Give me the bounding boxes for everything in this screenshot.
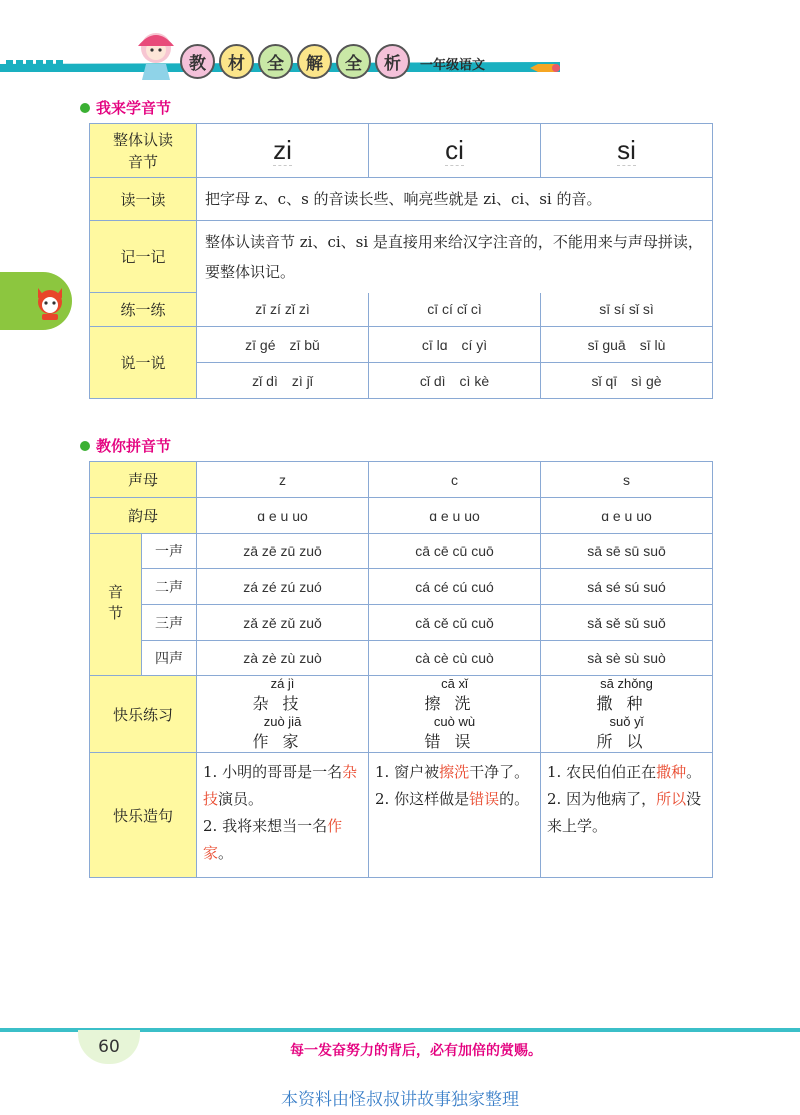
sentence-highlight: 杂技	[203, 763, 358, 808]
page-number: 60	[78, 1030, 140, 1064]
speak-cell: sī guā sī lù	[541, 327, 713, 363]
sentence-text: 2. 因为他病了，	[547, 790, 657, 808]
table-row	[90, 498, 713, 534]
practice-cell: zī zí zǐ zì	[197, 293, 369, 327]
table-row	[90, 293, 713, 327]
word-pinyin: zá jì	[270, 676, 295, 691]
syllable-zi: zi	[273, 135, 292, 165]
table-row	[90, 221, 713, 293]
section-title-learn	[80, 97, 171, 118]
syllable-cell: zá zé zú zuó	[197, 569, 369, 605]
word-pair	[425, 714, 485, 752]
row-label: 练一练	[90, 293, 197, 327]
syllable-cell	[369, 124, 541, 178]
sentence-highlight: 所以	[656, 790, 687, 808]
section-title-text: 教你拼音节	[96, 437, 172, 455]
final-cell: ɑ e u uo	[197, 498, 369, 534]
sentence-cell	[197, 753, 369, 878]
row-label: 读一读	[90, 178, 197, 221]
section-title-text: 我来学音节	[96, 99, 172, 117]
word-practice-cell	[369, 676, 541, 753]
table-row	[90, 641, 713, 676]
title-char: 教	[180, 44, 215, 79]
sentence-cell	[541, 753, 713, 878]
title-char: 全	[258, 44, 293, 79]
word-pinyin: cā xǐ	[441, 676, 468, 691]
word-pair	[597, 676, 657, 714]
initial-cell: s	[541, 462, 713, 498]
tone-label: 三声	[142, 605, 197, 641]
sentence-text: 1. 农民伯伯正在	[547, 763, 657, 781]
syllable-cell: zà zè zù zuò	[197, 641, 369, 676]
practice-cell: sī sí sǐ sì	[541, 293, 713, 327]
word-hanzi: 擦洗	[424, 694, 485, 713]
word-hanzi: 作家	[252, 732, 313, 751]
word-hanzi: 撒种	[596, 694, 657, 713]
title-char: 解	[297, 44, 332, 79]
table-row	[90, 178, 713, 221]
practice-cell: cī cí cǐ cì	[369, 293, 541, 327]
word-pinyin: zuò jiā	[263, 714, 302, 729]
row-label: 记一记	[90, 221, 197, 293]
row-label: 整体认读音节	[90, 124, 197, 178]
footer-motto: 每一发奋努力的背后，必有加倍的赏赐。	[290, 1043, 542, 1059]
table-row	[90, 753, 713, 878]
word-pinyin: sā zhǒng	[600, 676, 653, 691]
table-row	[90, 534, 713, 569]
speak-cell: cī lɑ cí yì	[369, 327, 541, 363]
row-label: 声母	[90, 462, 197, 498]
read-instruction: 把字母 z、c、s 的音读长些、响亮些就是 zi、ci、si 的音。	[197, 178, 713, 221]
memorize-instruction: 整体认读音节 zi、ci、si 是直接用来给汉字注音的，不能用来与声母拼读，要整体识记。	[197, 221, 713, 293]
title-char: 材	[219, 44, 254, 79]
syllable-cell: cǎ cě cǔ cuǒ	[369, 605, 541, 641]
sentence-text: 。	[218, 844, 234, 862]
table-row	[90, 124, 713, 178]
word-hanzi: 杂技	[252, 694, 313, 713]
row-label: 音节	[90, 534, 142, 676]
tone-label: 一声	[142, 534, 197, 569]
final-cell: ɑ e u uo	[541, 498, 713, 534]
syllable-learning-table	[89, 123, 713, 399]
word-hanzi: 错误	[424, 732, 485, 751]
tone-label: 四声	[142, 641, 197, 676]
word-pair	[253, 714, 313, 752]
table-row	[90, 569, 713, 605]
header-dots	[6, 60, 63, 67]
mascot-girl-icon	[130, 28, 182, 82]
row-label: 快乐造句	[90, 753, 197, 878]
speak-cell: zī gé zī bǔ	[197, 327, 369, 363]
sentence-text: 2. 你这样做是	[375, 790, 470, 808]
syllable-cell: zǎ zě zǔ zuǒ	[197, 605, 369, 641]
syllable-cell: sà sè sù suò	[541, 641, 713, 676]
word-practice-cell	[197, 676, 369, 753]
title-char: 析	[375, 44, 410, 79]
sentence-text: 没来上学。	[547, 790, 702, 835]
sentence-text: 的。	[499, 790, 530, 808]
speak-cell: sǐ qī sì gè	[541, 363, 713, 399]
table-row	[90, 676, 713, 753]
title-char: 全	[336, 44, 371, 79]
final-cell: ɑ e u uo	[369, 498, 541, 534]
pencil-icon	[530, 62, 560, 74]
syllable-cell: cá cé cú cuó	[369, 569, 541, 605]
initial-cell: z	[197, 462, 369, 498]
speak-cell: zǐ dì zì jǐ	[197, 363, 369, 399]
sentence-text: 1. 小明的哥哥是一名	[203, 763, 343, 781]
word-pinyin: cuò wù	[433, 714, 476, 729]
syllable-cell: zā zē zū zuō	[197, 534, 369, 569]
book-title	[180, 44, 410, 79]
syllable-cell	[541, 124, 713, 178]
speak-cell: cǐ dì cì kè	[369, 363, 541, 399]
sentence-highlight: 擦洗	[439, 763, 470, 781]
tone-label: 二声	[142, 569, 197, 605]
word-pair	[425, 676, 485, 714]
syllable-ci: ci	[445, 135, 464, 165]
sentence-highlight: 撒种	[656, 763, 687, 781]
initial-cell: c	[369, 462, 541, 498]
table-row	[90, 327, 713, 363]
sentence-cell	[369, 753, 541, 878]
sentence-text: 2. 我将来想当一名	[203, 817, 328, 835]
credit-line: 本资料由怪叔叔讲故事独家整理	[281, 1090, 519, 1110]
syllable-cell: sá sé sú suó	[541, 569, 713, 605]
syllable-cell: cà cè cù cuò	[369, 641, 541, 676]
table-row	[90, 462, 713, 498]
syllable-spelling-table	[89, 461, 713, 878]
word-practice-cell	[541, 676, 713, 753]
cat-mascot-icon	[34, 284, 66, 320]
bullet-dot-icon	[80, 441, 90, 451]
syllable-cell: sā sē sū suō	[541, 534, 713, 569]
word-hanzi: 所以	[596, 732, 657, 751]
subject-label: 一年级语文	[420, 58, 486, 73]
bullet-dot-icon	[80, 103, 90, 113]
row-label: 韵母	[90, 498, 197, 534]
syllable-cell: sǎ sě sǔ suǒ	[541, 605, 713, 641]
word-pinyin: suǒ yǐ	[609, 714, 644, 729]
syllable-cell	[197, 124, 369, 178]
sentence-text: 演员。	[218, 790, 264, 808]
table-row	[90, 605, 713, 641]
word-pair	[597, 714, 657, 752]
row-label: 说一说	[90, 327, 197, 399]
syllable-si: si	[617, 135, 636, 165]
sentence-highlight: 作家	[203, 817, 343, 862]
sentence-text: 。	[686, 763, 702, 781]
sentence-highlight: 错误	[469, 790, 500, 808]
sentence-text: 1. 窗户被	[375, 763, 440, 781]
word-pair	[253, 676, 313, 714]
section-title-spell	[80, 435, 171, 456]
row-label: 快乐练习	[90, 676, 197, 753]
sentence-text: 干净了。	[469, 763, 530, 781]
syllable-cell: cā cē cū cuō	[369, 534, 541, 569]
